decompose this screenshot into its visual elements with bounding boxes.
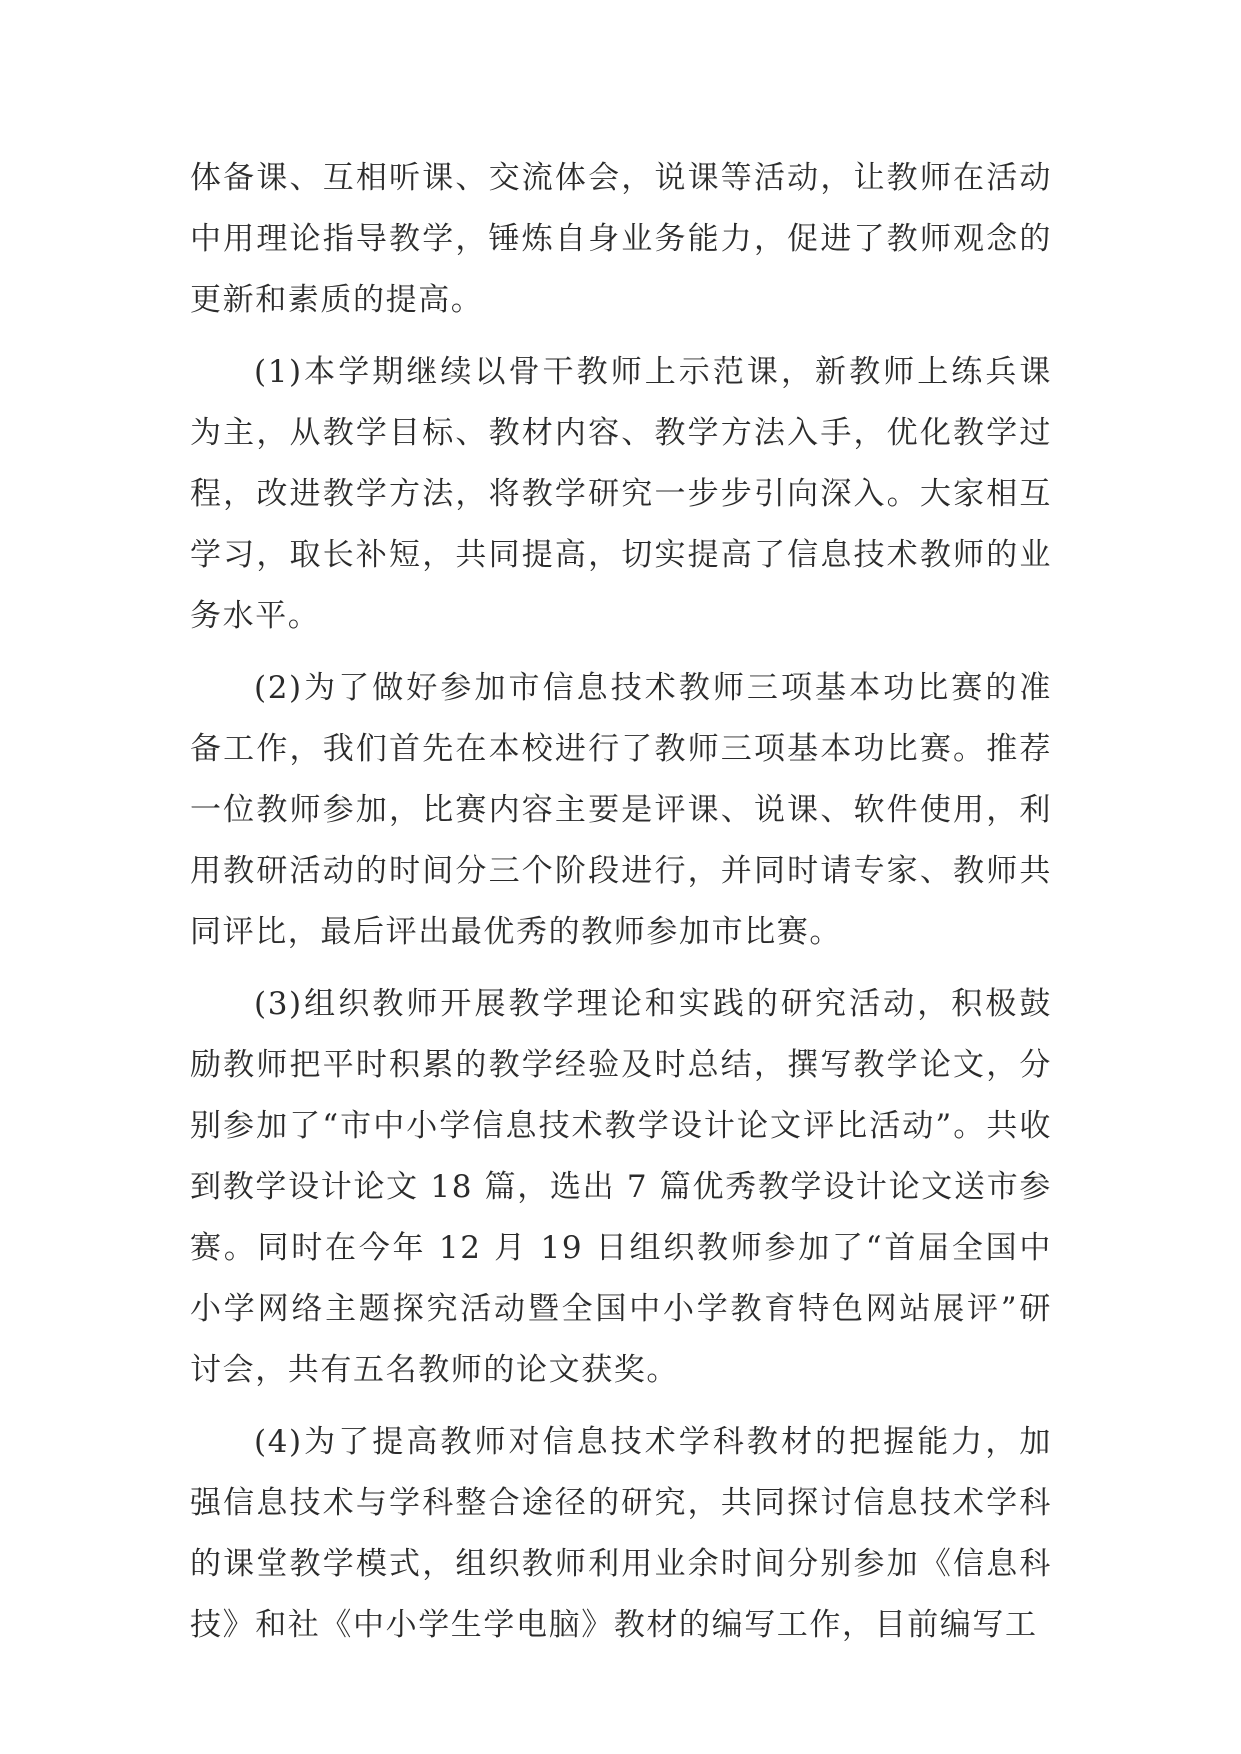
paragraph-item-1: (1)本学期继续以骨干教师上示范课，新教师上练兵课为主，从教学目标、教材内容、教学方法入手，优化教学过程，改进教学方法，将教学研究一步步引向深入。大家相互学习，取长补短，共同提高，切实提高了信息技术教师的业务水平。 — [190, 354, 1052, 634]
paragraph-item-3: (3)组织教师开展教学理论和实践的研究活动，积极鼓励教师把平时积累的教学经验及时总结，撰写教学论文，分别参加了“市中小学信息技术教学设计论文评比活动”。共收到教学设计论文 18 篇，选出 7 篇优秀教学设计论文送市参赛。同时在今年 12 月 19 日组织教师参加了“首届全国中小学网络主题探究活动暨全国中小学教育特色网站展评”研讨会，共有五名教师的论文获奖。 — [190, 986, 1052, 1388]
paragraph-item-4: (4)为了提高教师对信息技术学科教材的把握能力，加强信息技术与学科整合途径的研究，共同探讨信息技术学科的课堂教学模式，组织教师利用业余时间分别参加《信息科技》和社《中小学生学电脑》教材的编写工作，目前编写工 — [190, 1424, 1052, 1643]
document-body — [190, 148, 1052, 1667]
paragraph-item-2: (2)为了做好参加市信息技术教师三项基本功比赛的准备工作，我们首先在本校进行了教师三项基本功比赛。推荐一位教师参加，比赛内容主要是评课、说课、软件使用，利用教研活动的时间分三个阶段进行，并同时请专家、教师共同评比，最后评出最优秀的教师参加市比赛。 — [190, 670, 1052, 950]
paragraph-continuation: 体备课、互相听课、交流体会，说课等活动，让教师在活动中用理论指导教学，锤炼自身业务能力，促进了教师观念的更新和素质的提高。 — [190, 160, 1052, 318]
